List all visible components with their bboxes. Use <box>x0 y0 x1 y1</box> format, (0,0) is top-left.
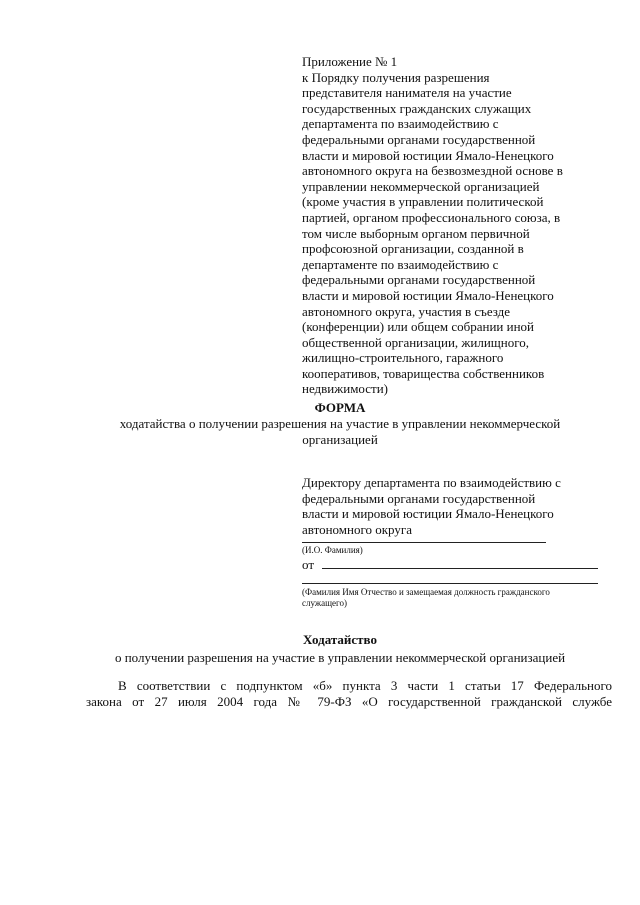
appendix-line: власти и мировой юстиции Ямало-Ненецкого <box>302 147 554 163</box>
petition-body <box>86 678 612 710</box>
addressee-line: власти и мировой юстиции Ямало-Ненецкого <box>302 506 554 522</box>
appendix-line: департаменте по взаимодействию с <box>302 256 499 272</box>
appendix-line: Приложение № 1 <box>302 54 398 69</box>
appendix-line: (конференции) или общем собрании иной <box>302 319 534 335</box>
from-label: от <box>302 557 315 572</box>
director-name-caption: (И.О. Фамилия) <box>302 545 363 555</box>
appendix-line: автономного округа, участия в съезде <box>302 303 511 319</box>
petition-body-line: В соответствии с подпунктом «б» пункта 3 части 1 статьи 17 Федерального <box>118 678 612 693</box>
petition-body-line: закона от 27 июля 2004 года № 79-ФЗ «О государственной гражданской службе <box>86 694 612 709</box>
appendix-line: власти и мировой юстиции Ямало-Ненецкого <box>302 287 554 303</box>
sender-position-line[interactable] <box>302 583 598 584</box>
appendix-line: управлении некоммерческой организацией <box>302 178 540 194</box>
sender-caption-line: служащего) <box>302 598 347 608</box>
appendix-line: профсоюзной организации, созданной в <box>302 241 524 257</box>
addressee-line: автономного округа <box>302 521 412 537</box>
petition-subtitle: о получении разрешения на участие в управлении некоммерческой организацией <box>114 650 566 665</box>
sender-caption-line: (Фамилия Имя Отчество и замещаемая должность гражданского <box>302 587 550 597</box>
appendix-line: том числе выборным органом первичной <box>302 225 530 241</box>
form-subtitle-line: организацией <box>302 431 378 447</box>
director-name-line[interactable] <box>302 542 546 543</box>
form-title: ФОРМА <box>314 400 366 415</box>
appendix-line: государственных гражданских служащих <box>302 100 532 116</box>
sender-name-line[interactable] <box>322 568 598 569</box>
appendix-line: жилищно-строительного, гаражного <box>302 350 504 366</box>
form-subtitle <box>60 416 620 447</box>
sender-caption <box>302 587 550 609</box>
appendix-line: федеральными органами государственной <box>302 131 536 147</box>
appendix-line: автономного округа на безвозмездной основе в <box>302 163 563 179</box>
appendix-line: департамента по взаимодействию с <box>302 116 499 132</box>
appendix-line: представителя нанимателя на участие <box>302 85 512 101</box>
appendix-line: общественной организации, жилищного, <box>302 334 530 350</box>
addressee-line: федеральными органами государственной <box>302 490 536 506</box>
addressee-line: Директору департамента по взаимодействию с <box>302 475 561 490</box>
form-subtitle-line: ходатайства о получении разрешения на участие в управлении некоммерческой <box>119 416 561 431</box>
appendix-block <box>302 54 622 397</box>
appendix-line: кооперативов, товарищества собственников <box>302 365 545 381</box>
addressee-block <box>302 475 622 537</box>
appendix-line: (кроме участия в управлении политической <box>302 194 544 210</box>
appendix-line: к Порядку получения разрешения <box>302 69 490 85</box>
appendix-line: партией, органом профессионального союза, в <box>302 209 561 225</box>
petition-title: Ходатайство <box>303 632 377 647</box>
appendix-line: федеральными органами государственной <box>302 272 536 288</box>
appendix-line: недвижимости) <box>302 381 388 397</box>
